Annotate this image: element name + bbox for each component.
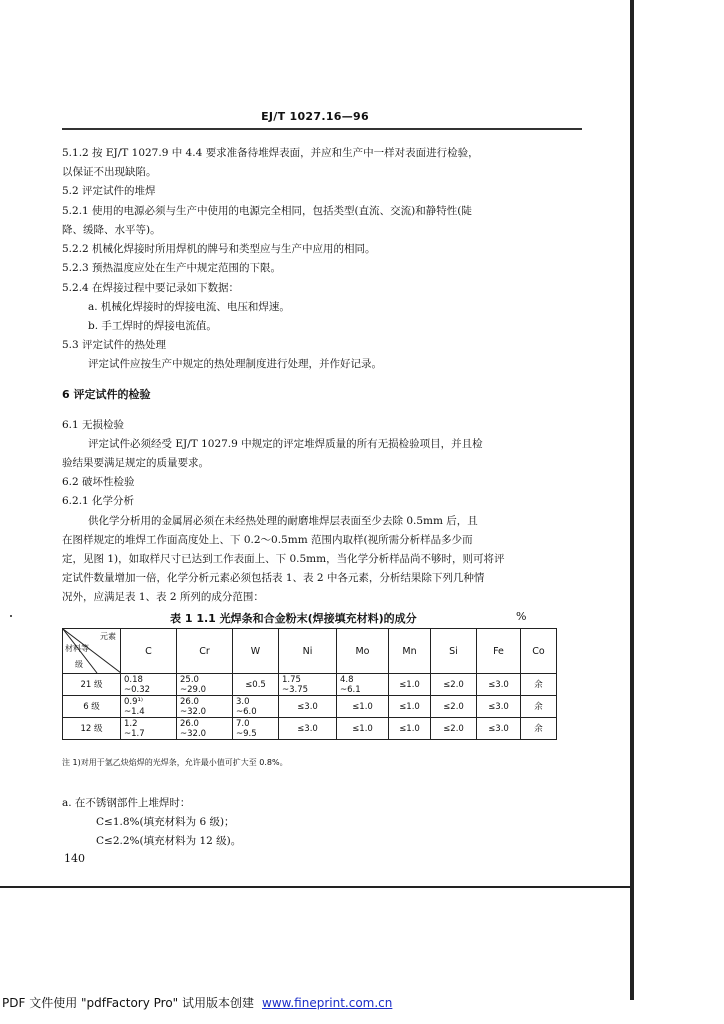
heading-6: 6 评定试件的检验 [62, 388, 151, 401]
cell-c: 1.2 ~1.7 [121, 718, 177, 740]
col-header-w: W [233, 629, 279, 674]
pdf-footer [2, 994, 392, 1011]
table1-caption: 表 1 1.1 光焊条和合金粉末(焊接填充材料)的成分 [170, 612, 417, 625]
heading-5-2: 5.2 评定试件的堆焊 [62, 185, 156, 197]
para-6-2-1-line4: 定试件数量增加一倍，化学分析元素必须包括表 1、表 2 中各元素，分析结果除下列几种情 [62, 572, 485, 584]
item-a-line1: C≤1.8%(填充材料为 6 级)； [96, 816, 235, 828]
col-header-c: C [121, 629, 177, 674]
col-header-mn: Mn [389, 629, 431, 674]
item-a: a. 在不锈钢部件上堆焊时： [62, 797, 191, 809]
col-header-co: Co [521, 629, 557, 674]
para-5-1-2-line1: 5.1.2 按 EJ/T 1027.9 中 4.4 要求准备待堆焊表面，并应和生产中一样对表面进行检验， [62, 147, 479, 159]
para-6-1-line1: 评定试件必须经受 EJ/T 1027.9 中规定的评定堆焊质量的所有无损检验项目，并且检 [88, 438, 483, 450]
para-6-2-1-line5: 况外，应满足表 1、表 2 所列的成分范围： [62, 591, 264, 603]
footer-link[interactable]: www.fineprint.com.cn [262, 996, 393, 1010]
para-6-2-1-line3: 定，见图 1)，如取样尺寸已达到工作表面上、下 0.5mm，当化学分析样品尚不够时，则可将评 [62, 553, 505, 565]
heading-6-1: 6.1 无损检验 [62, 419, 125, 431]
col-header-cr: Cr [177, 629, 233, 674]
table-header-row [63, 629, 557, 674]
para-5-2-4-a: a. 机械化焊接时的焊接电流、电压和焊速。 [88, 301, 290, 313]
cell-mo: ≤1.0 [337, 718, 389, 740]
cell-grade: 12 级 [63, 718, 121, 740]
standard-header: EJ/T 1027.16—96 [261, 110, 369, 123]
cell-ni: ≤3.0 [279, 696, 337, 718]
cell-cr: 26.0 ~32.0 [177, 718, 233, 740]
para-6-2-1-line2: 在图样规定的堆焊工作面高度处上、下 0.2～0.5mm 范围内取样(视所需分析样品多少而 [62, 534, 473, 546]
composition-table [62, 628, 557, 740]
cell-si: ≤2.0 [431, 674, 477, 696]
cell-si: ≤2.0 [431, 718, 477, 740]
scan-speck [10, 615, 12, 617]
table1-note: 注 1)对用于氩乙炔焰焊的光焊条，允许最小值可扩大至 0.8%。 [62, 758, 288, 767]
cell-w: 3.0 ~6.0 [233, 696, 279, 718]
para-5-2-1-line2: 降、缓降、水平等)。 [62, 224, 161, 236]
cell-co: 余 [521, 674, 557, 696]
cell-fe: ≤3.0 [477, 674, 521, 696]
cell-ni: ≤3.0 [279, 718, 337, 740]
cell-mo: 4.8 ~6.1 [337, 674, 389, 696]
page-number: 140 [64, 852, 85, 865]
cell-fe: ≤3.0 [477, 696, 521, 718]
col-header-ni: Ni [279, 629, 337, 674]
header-rule [62, 128, 582, 130]
item-a-line2: C≤2.2%(填充材料为 12 级)。 [96, 835, 242, 847]
cell-mo: ≤1.0 [337, 696, 389, 718]
cell-fe: ≤3.0 [477, 718, 521, 740]
para-6-2-1-line1: 供化学分析用的金属屑必须在未经热处理的耐磨堆焊层表面至少去除 0.5mm 后，且 [88, 515, 478, 527]
para-5-1-2-line2: 以保证不出现缺陷。 [62, 166, 157, 178]
heading-5-3: 5.3 评定试件的热处理 [62, 339, 167, 351]
cell-mn: ≤1.0 [389, 674, 431, 696]
para-5-3: 评定试件应按生产中规定的热处理制度进行处理，并作好记录。 [88, 358, 382, 370]
para-5-2-3: 5.2.3 预热温度应处在生产中规定范围的下限。 [62, 262, 282, 274]
cell-cr: 25.0 ~29.0 [177, 674, 233, 696]
para-5-2-2: 5.2.2 机械化焊接时所用焊机的牌号和类型应与生产中应用的相同。 [62, 243, 376, 255]
page-bottom-rule [0, 886, 632, 888]
heading-6-2-1: 6.2.1 化学分析 [62, 495, 135, 507]
cell-c: 0.18 ~0.32 [121, 674, 177, 696]
table-row [63, 718, 557, 740]
cell-cr: 26.0 ~32.0 [177, 696, 233, 718]
table1-unit: % [516, 610, 527, 623]
para-5-2-4: 5.2.4 在焊接过程中要记录如下数据： [62, 282, 240, 294]
para-6-1-line2: 验结果要满足规定的质量要求。 [62, 457, 209, 469]
corner-label-material: 材料等 [65, 644, 89, 653]
footer-text: PDF 文件使用 "pdfFactory Pro" 试用版本创建 [2, 996, 255, 1010]
col-header-mo: Mo [337, 629, 389, 674]
cell-w: ≤0.5 [233, 674, 279, 696]
para-5-2-4-b: b. 手工焊时的焊接电流值。 [88, 320, 217, 332]
cell-mn: ≤1.0 [389, 696, 431, 718]
cell-co: 余 [521, 718, 557, 740]
cell-mn: ≤1.0 [389, 718, 431, 740]
table-row [63, 674, 557, 696]
para-5-2-1-line1: 5.2.1 使用的电源必须与生产中使用的电源完全相同，包括类型(直流、交流)和静特性(陡 [62, 205, 472, 217]
cell-c: 0.9¹⁾ ~1.4 [121, 696, 177, 718]
cell-grade: 21 级 [63, 674, 121, 696]
cell-grade: 6 级 [63, 696, 121, 718]
cell-w: 7.0 ~9.5 [233, 718, 279, 740]
cell-ni: 1.75 ~3.75 [279, 674, 337, 696]
table-corner-cell [63, 629, 121, 674]
heading-6-2: 6.2 破坏性检验 [62, 476, 135, 488]
col-header-si: Si [431, 629, 477, 674]
corner-label-grade: 级 [75, 660, 83, 669]
cell-si: ≤2.0 [431, 696, 477, 718]
corner-label-element: 元素 [100, 632, 116, 641]
cell-co: 余 [521, 696, 557, 718]
col-header-fe: Fe [477, 629, 521, 674]
table-row [63, 696, 557, 718]
